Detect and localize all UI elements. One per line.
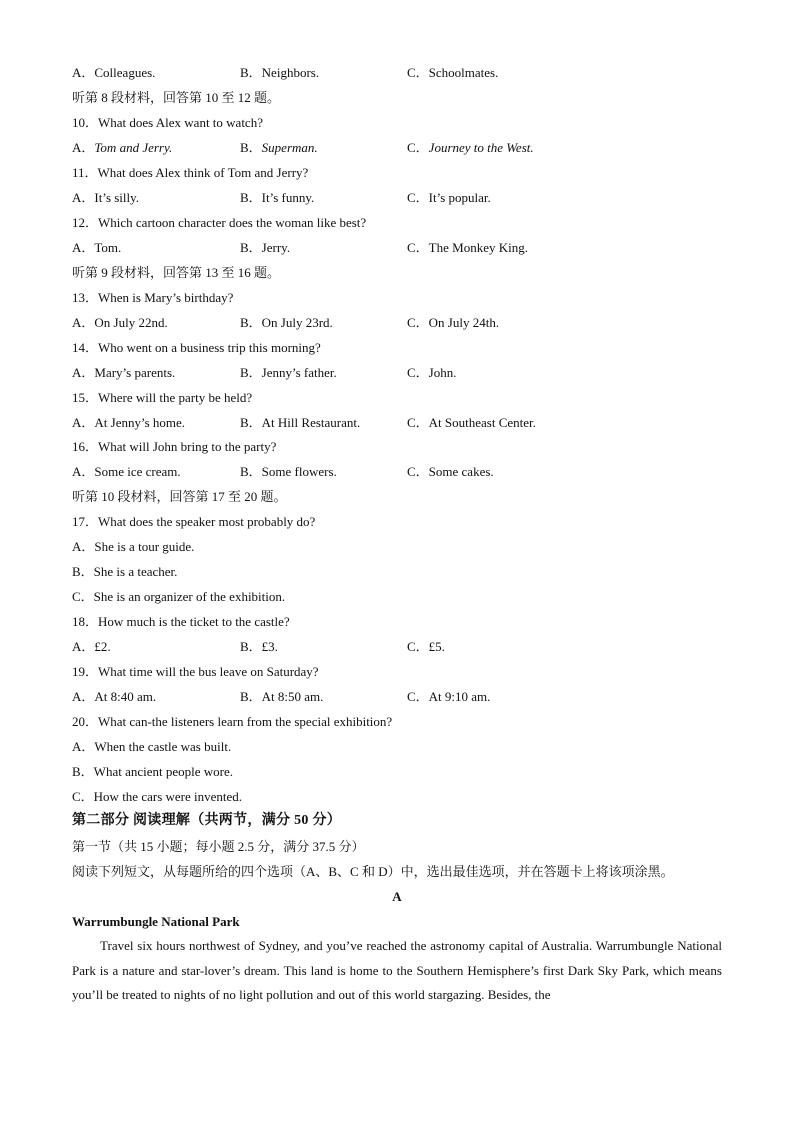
option-text: At Southeast Center. bbox=[428, 415, 536, 430]
text-line: C．She is an organizer of the exhibition. bbox=[72, 589, 286, 604]
text-line: 听第 8 段材料，回答第 10 至 12 题。 bbox=[72, 90, 281, 105]
option-text: Superman. bbox=[261, 140, 318, 155]
text-line: B．What ancient people wore. bbox=[72, 764, 233, 779]
option-text: £2. bbox=[94, 639, 111, 654]
answer-option bbox=[240, 463, 337, 481]
option-letter: B． bbox=[240, 689, 262, 704]
text-line: 19．What time will the bus leave on Saturday? bbox=[72, 664, 319, 679]
option-text: Some cakes. bbox=[428, 464, 494, 479]
answer-option bbox=[407, 139, 534, 157]
answer-option bbox=[407, 414, 536, 432]
option-text: Jerry. bbox=[261, 240, 291, 255]
answer-option bbox=[72, 314, 168, 332]
text-line: 15．Where will the party be held? bbox=[72, 390, 253, 405]
option-text: It’s popular. bbox=[428, 190, 491, 205]
answer-option bbox=[72, 414, 185, 432]
answer-option bbox=[240, 189, 314, 207]
answer-option bbox=[72, 364, 175, 382]
option-text: At 9:10 am. bbox=[428, 689, 491, 704]
option-letter: A． bbox=[72, 415, 95, 430]
option-letter: A． bbox=[72, 65, 95, 80]
text-line: A．She is a tour guide. bbox=[72, 539, 195, 554]
option-letter: B． bbox=[240, 240, 262, 255]
text-line: 18．How much is the ticket to the castle? bbox=[72, 614, 290, 629]
answer-option bbox=[240, 239, 290, 257]
answer-option bbox=[240, 139, 318, 157]
option-text: Journey to the West. bbox=[428, 140, 534, 155]
option-text: At Hill Restaurant. bbox=[261, 415, 361, 430]
option-letter: C． bbox=[407, 140, 429, 155]
option-letter: C． bbox=[407, 464, 429, 479]
text-line: 16．What will John bring to the party? bbox=[72, 439, 277, 454]
option-text: Some flowers. bbox=[261, 464, 337, 479]
option-letter: C． bbox=[407, 240, 429, 255]
text-line: 第一节（共 15 小题；每小题 2.5 分，满分 37.5 分） bbox=[72, 839, 365, 854]
option-letter: C． bbox=[407, 639, 429, 654]
answer-option bbox=[72, 688, 156, 706]
option-letter: C． bbox=[407, 689, 429, 704]
section-heading: 第二部分 阅读理解（共两节，满分 50 分） bbox=[72, 813, 342, 828]
option-letter: A． bbox=[72, 190, 95, 205]
answer-option bbox=[407, 189, 491, 207]
option-letter: B． bbox=[240, 464, 262, 479]
option-letter: C． bbox=[407, 415, 429, 430]
option-letter: B． bbox=[240, 365, 262, 380]
answer-option bbox=[407, 638, 445, 656]
text-line: C．How the cars were invented. bbox=[72, 789, 243, 804]
text-line: 14．Who went on a business trip this morning? bbox=[72, 340, 321, 355]
answer-option bbox=[72, 638, 111, 656]
option-letter: C． bbox=[407, 65, 429, 80]
passage-label: A bbox=[392, 889, 402, 904]
answer-option bbox=[72, 239, 121, 257]
option-letter: A． bbox=[72, 689, 95, 704]
option-letter: C． bbox=[407, 190, 429, 205]
option-text: Tom. bbox=[94, 240, 122, 255]
text-line: 13．When is Mary’s birthday? bbox=[72, 290, 234, 305]
text-line: B．She is a teacher. bbox=[72, 564, 178, 579]
text-line: 听第 9 段材料，回答第 13 至 16 题。 bbox=[72, 265, 281, 280]
option-letter: B． bbox=[240, 190, 262, 205]
text-line: 17．What does the speaker most probably do? bbox=[72, 514, 316, 529]
option-text: On July 22nd. bbox=[94, 315, 168, 330]
answer-option bbox=[240, 688, 323, 706]
answer-option bbox=[72, 64, 155, 82]
passage-title: Warrumbungle National Park bbox=[72, 914, 240, 929]
text-line: A．When the castle was built. bbox=[72, 739, 232, 754]
option-letter: A． bbox=[72, 140, 95, 155]
answer-option bbox=[72, 189, 139, 207]
answer-option bbox=[240, 64, 319, 82]
option-text: Colleagues. bbox=[94, 65, 156, 80]
option-letter: A． bbox=[72, 315, 95, 330]
text-line: 12．Which cartoon character does the woman like best? bbox=[72, 215, 367, 230]
text-line: 11．What does Alex think of Tom and Jerry? bbox=[72, 165, 309, 180]
option-text: Schoolmates. bbox=[428, 65, 499, 80]
answer-option bbox=[407, 239, 528, 257]
answer-option bbox=[240, 414, 360, 432]
option-text: On July 23rd. bbox=[261, 315, 333, 330]
option-letter: A． bbox=[72, 464, 95, 479]
text-line: 听第 10 段材料，回答第 17 至 20 题。 bbox=[72, 489, 287, 504]
answer-option bbox=[240, 638, 278, 656]
option-text: John. bbox=[428, 365, 457, 380]
option-text: Mary’s parents. bbox=[94, 365, 176, 380]
answer-option bbox=[72, 463, 181, 481]
option-text: On July 24th. bbox=[428, 315, 500, 330]
option-text: £5. bbox=[428, 639, 445, 654]
option-letter: B． bbox=[240, 415, 262, 430]
answer-option bbox=[240, 314, 333, 332]
option-letter: A． bbox=[72, 240, 95, 255]
option-letter: A． bbox=[72, 639, 95, 654]
text-line: 10．What does Alex want to watch? bbox=[72, 115, 263, 130]
option-text: It’s silly. bbox=[94, 190, 140, 205]
option-text: Tom and Jerry. bbox=[94, 140, 173, 155]
option-text: Jenny’s father. bbox=[261, 365, 337, 380]
passage-paragraph: Travel six hours northwest of Sydney, and you’ve reached the astronomy capital of Australia. Warrumbungle National Park is a nature and star-lover’s dream. This land is home to the Southern Hemisphere’s first Dark Sky Park, which means you’ll be treated to nights of no light pollution and out of this world stargazing. Besides, the bbox=[72, 938, 722, 1002]
option-letter: B． bbox=[240, 315, 262, 330]
option-letter: A． bbox=[72, 365, 95, 380]
option-text: At Jenny’s home. bbox=[94, 415, 186, 430]
answer-option bbox=[407, 64, 498, 82]
option-text: At 8:40 am. bbox=[94, 689, 157, 704]
option-text: At 8:50 am. bbox=[261, 689, 324, 704]
option-text: Neighbors. bbox=[261, 65, 320, 80]
option-text: The Monkey King. bbox=[428, 240, 528, 255]
option-letter: C． bbox=[407, 315, 429, 330]
option-text: £3. bbox=[261, 639, 278, 654]
answer-option bbox=[407, 688, 490, 706]
option-letter: B． bbox=[240, 65, 262, 80]
answer-option bbox=[240, 364, 337, 382]
answer-option bbox=[407, 463, 494, 481]
answer-option bbox=[407, 364, 456, 382]
option-text: It’s funny. bbox=[261, 190, 315, 205]
option-letter: B． bbox=[240, 639, 262, 654]
answer-option bbox=[72, 139, 172, 157]
option-letter: B． bbox=[240, 140, 262, 155]
option-letter: C． bbox=[407, 365, 429, 380]
answer-option bbox=[407, 314, 499, 332]
text-line: 阅读下列短文，从每题所给的四个选项（A、B、C 和 D）中，选出最佳选项，并在答题卡上将该项涂黑。 bbox=[72, 864, 674, 879]
option-text: Some ice cream. bbox=[94, 464, 181, 479]
text-line: 20．What can-the listeners learn from the special exhibition? bbox=[72, 714, 393, 729]
